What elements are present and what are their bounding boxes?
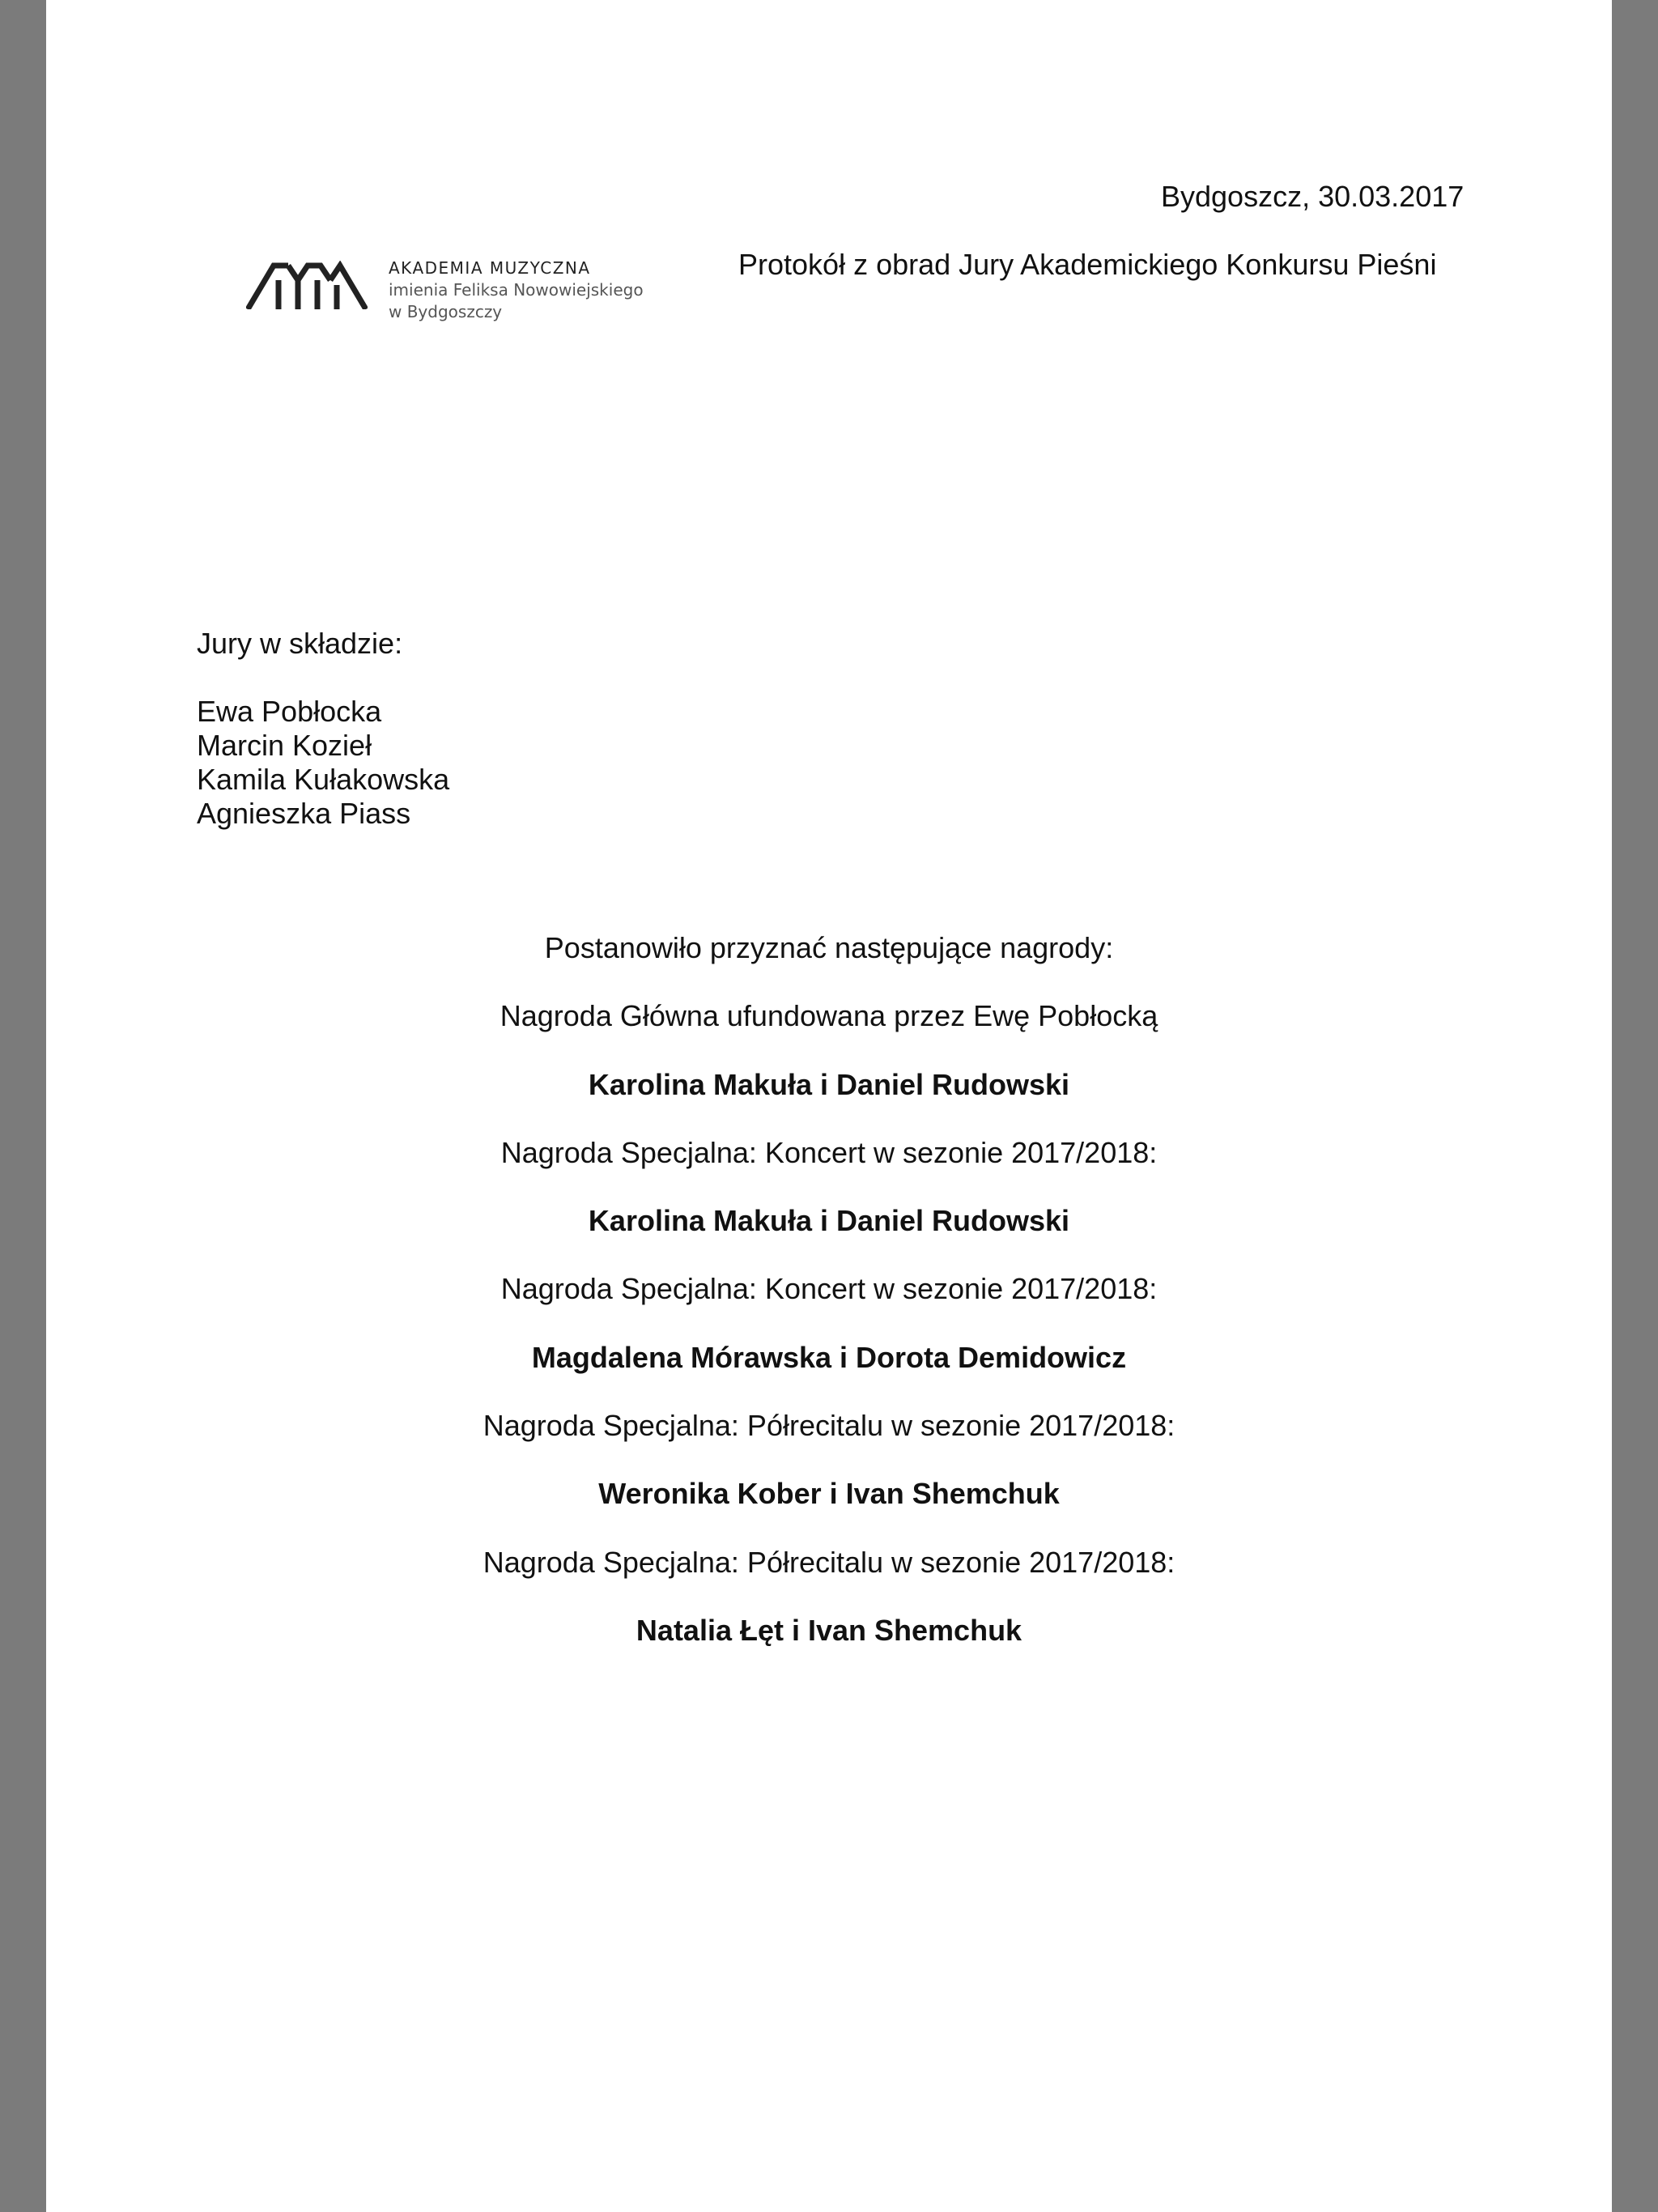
academy-logo-text	[389, 257, 644, 323]
award-winners: Natalia Łęt i Ivan Shemchuk	[636, 1614, 1022, 1647]
jury-member: Kamila Kułakowska	[197, 763, 450, 796]
award-winners: Weronika Kober i Ivan Shemchuk	[598, 1477, 1060, 1510]
logo-line-patron: imienia Feliksa Nowowiejskiego	[389, 280, 644, 300]
award-winners: Karolina Makuła i Daniel Rudowski	[588, 1204, 1070, 1237]
document-date: Bydgoszcz, 30.03.2017	[1161, 180, 1465, 213]
protocol-title: Protokół z obrad Jury Akademickiego Konkursu Pieśni	[738, 248, 1437, 281]
am-logo-icon	[246, 261, 368, 309]
jury-member: Marcin Kozieł	[197, 729, 372, 762]
award-prize: Nagroda Specjalna: Półrecitalu w sezonie 2017/2018:	[483, 1546, 1175, 1579]
jury-section	[197, 627, 449, 831]
document-page	[46, 0, 1612, 2212]
award-prize: Nagroda Specjalna: Koncert w sezonie 2017/2018:	[500, 1272, 1158, 1305]
logo-line-city: w Bydgoszczy	[389, 302, 503, 321]
award-prize: Nagroda Specjalna: Koncert w sezonie 2017/2018:	[500, 1136, 1158, 1169]
award-winners: Magdalena Mórawska i Dorota Demidowicz	[531, 1341, 1127, 1374]
award-winners: Karolina Makuła i Daniel Rudowski	[588, 1068, 1070, 1101]
jury-heading: Jury w składzie:	[197, 627, 403, 660]
jury-member-list	[197, 695, 449, 831]
academy-logo	[246, 253, 651, 325]
jury-member: Agnieszka Piass	[197, 797, 411, 830]
award-prize: Nagroda Główna ufundowana przez Ewę Pobłocką	[500, 999, 1158, 1032]
award-prize: Nagroda Specjalna: Półrecitalu w sezonie 2017/2018:	[483, 1409, 1175, 1442]
jury-member: Ewa Pobłocka	[197, 695, 382, 728]
logo-line-academy-name: AKADEMIA MUZYCZNA	[389, 258, 591, 278]
decision-intro: Postanowiło przyznać następujące nagrody:	[544, 931, 1114, 964]
